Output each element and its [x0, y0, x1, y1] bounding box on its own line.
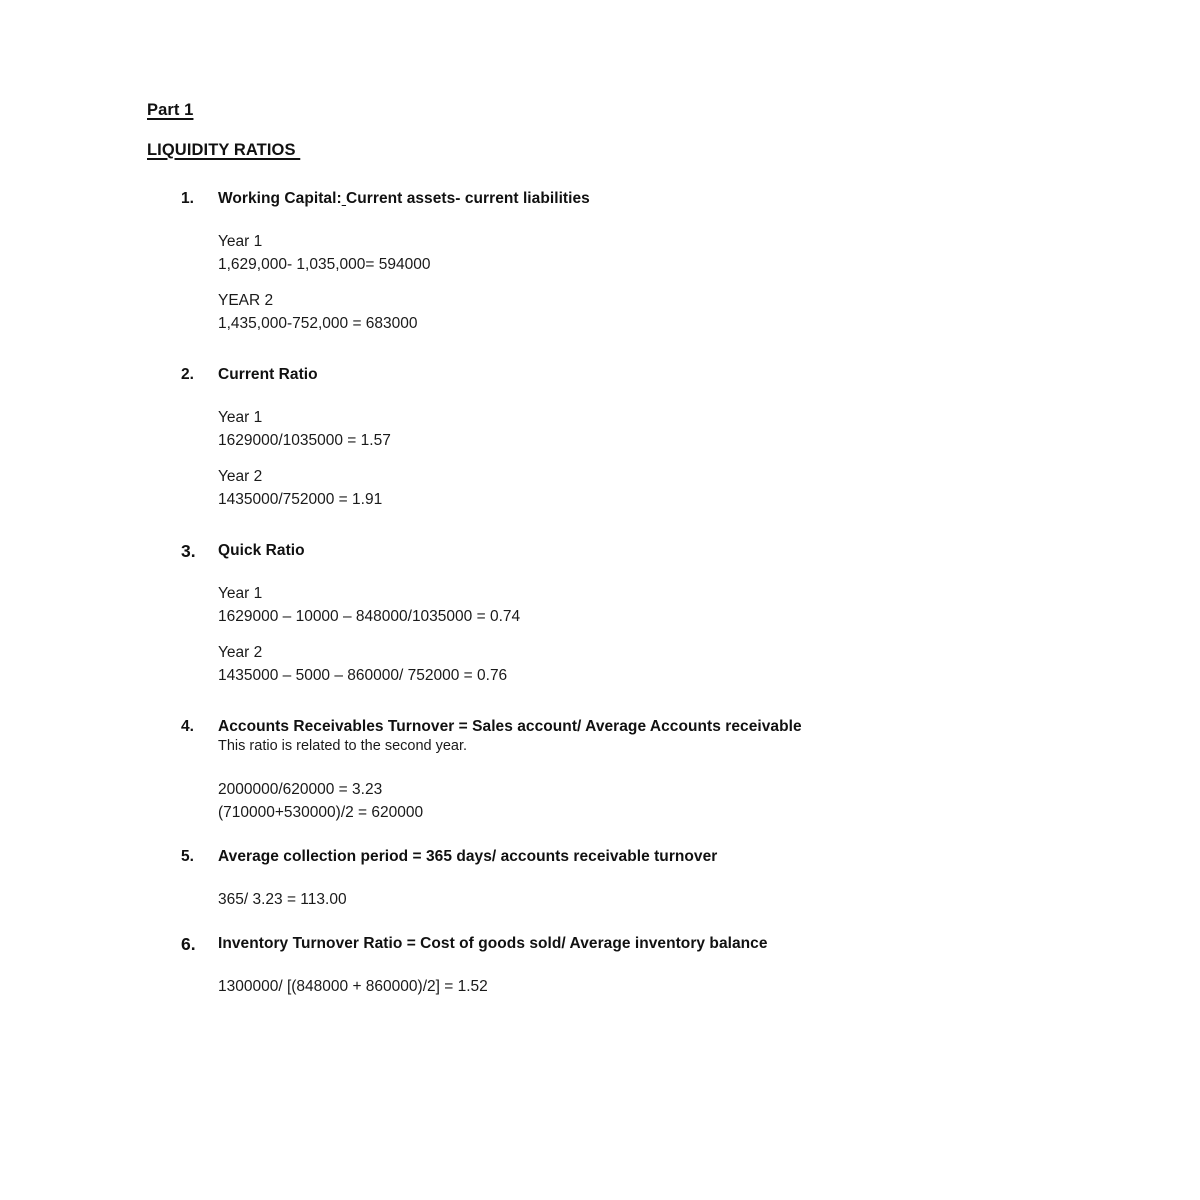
list-item-title: [218, 189, 1047, 209]
spacer: [218, 629, 1047, 642]
list-item-note: This ratio is related to the second year.: [218, 738, 468, 755]
calc-line: Year 1: [218, 233, 263, 251]
list-item-title-label: Working Capital:: [218, 190, 342, 208]
calc-block: [218, 466, 1047, 512]
list-item-title: Current Ratio: [218, 366, 318, 384]
list-item: [147, 365, 1047, 512]
calc-line: Year 1: [218, 585, 263, 603]
spacer: [218, 561, 1047, 583]
spacer: [147, 912, 1047, 934]
ratio-list: [147, 189, 1047, 998]
list-item-title: Quick Ratio: [218, 542, 305, 560]
calc-line: 1,629,000- 1,035,000= 594000: [218, 256, 431, 274]
list-item-number: 5.: [181, 847, 194, 865]
spacer: [218, 867, 1047, 889]
list-item: [147, 847, 1047, 912]
calc-block: [218, 976, 1047, 999]
list-item-title-formula: Current assets- current liabilities: [346, 190, 590, 208]
spacer: [218, 209, 1047, 231]
calc-line: 1,435,000-752,000 = 683000: [218, 315, 418, 333]
calc-line: Year 2: [218, 644, 263, 662]
calc-line: 2000000/620000 = 3.23: [218, 780, 383, 798]
list-item: [147, 717, 1047, 825]
list-item-number: 4.: [181, 717, 194, 735]
list-item-title: Accounts Receivables Turnover = Sales account/ Average Accounts receivable: [218, 717, 802, 735]
list-item-number: 2.: [181, 366, 194, 384]
spacer: [147, 160, 1047, 189]
spacer: [218, 757, 1047, 779]
spacer: [147, 688, 1047, 717]
calc-block: [218, 583, 1047, 629]
calc-line: (710000+530000)/2 = 620000: [218, 803, 424, 821]
list-item-number: 1.: [181, 190, 194, 208]
calc-line: 1435000 – 5000 – 860000/ 752000 = 0.76: [218, 666, 508, 684]
list-item-title: Inventory Turnover Ratio = Cost of goods sold/ Average inventory balance: [218, 934, 768, 952]
spacer: [147, 336, 1047, 365]
spacer: [147, 512, 1047, 541]
calc-line: 1629000 – 10000 – 848000/1035000 = 0.74: [218, 608, 521, 626]
document-body: [147, 100, 1047, 999]
spacer: [147, 825, 1047, 847]
spacer: [218, 277, 1047, 290]
calc-line: Year 1: [218, 409, 263, 427]
list-item-number: 6.: [181, 933, 196, 954]
calc-block: [218, 231, 1047, 277]
list-item: [147, 934, 1047, 999]
calc-line: 1300000/ [(848000 + 860000)/2] = 1.52: [218, 977, 488, 995]
spacer: [218, 954, 1047, 976]
calc-block: [218, 779, 1047, 825]
calc-line: YEAR 2: [218, 292, 274, 310]
calc-block: [218, 407, 1047, 453]
calc-line: 1629000/1035000 = 1.57: [218, 432, 391, 450]
spacer: [218, 453, 1047, 466]
calc-line: Year 2: [218, 468, 263, 486]
spacer: [218, 385, 1047, 407]
section-heading-liquidity-ratios: LIQUIDITY RATIOS: [147, 140, 301, 159]
list-item-number: 3.: [181, 541, 196, 562]
calc-line: 1435000/752000 = 1.91: [218, 491, 383, 509]
page-title: Part 1: [147, 101, 194, 119]
list-item: [147, 189, 1047, 336]
calc-block: [218, 642, 1047, 688]
list-item: [147, 541, 1047, 688]
calc-block: [218, 889, 1047, 912]
calc-block: [218, 290, 1047, 336]
calc-line: 365/ 3.23 = 113.00: [218, 890, 347, 908]
list-item-title: Average collection period = 365 days/ accounts receivable turnover: [218, 847, 718, 865]
